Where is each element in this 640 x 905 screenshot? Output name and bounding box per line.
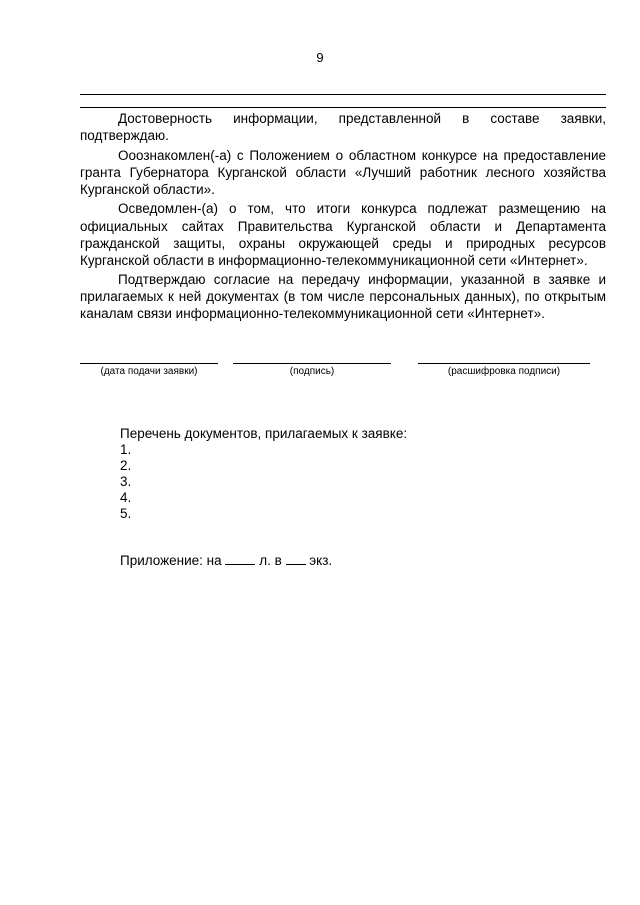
appendix-pages-unit: л. в [259, 553, 282, 568]
appendix-copies-unit: экз. [309, 553, 333, 568]
pages-blank [225, 564, 255, 565]
list-item: 4. [120, 490, 132, 505]
signature-caption: (подпись) [289, 366, 335, 377]
paragraph-informed: Осведомлен-(а) о том, что итоги конкурса подлежат размещению на официальных сайтах Правительства Курганской области и Департамента гражданской защиты, охраны окружающей среды и природных ресурсов Курганской области в информационно-телекоммуникационной сети «Интернет». [80, 201, 606, 268]
copies-blank [286, 564, 306, 565]
signature-line [233, 363, 391, 364]
page-number: 9 [316, 50, 324, 65]
signature-name-block [418, 352, 590, 382]
declaration-text [80, 110, 606, 322]
signature-sign-block [233, 352, 391, 382]
header-rule-top [80, 94, 606, 95]
documents-list [120, 426, 407, 522]
list-item: 2. [120, 458, 132, 473]
documents-list-title: Перечень документов, прилагаемых к заявке: [120, 426, 408, 441]
date-caption: (дата подачи заявки) [100, 366, 198, 377]
name-line [418, 363, 590, 364]
appendix-label: Приложение: на [120, 553, 222, 568]
header-rule-bottom [80, 107, 606, 108]
signature-date-block [80, 352, 218, 382]
paragraph-acquainted: Ооознакомлен(-а) с Положением о областном конкурсе на предоставление гранта Губернатора Курганской области «Лучший работник лесного хозяйства Курганской области». [80, 148, 606, 198]
list-item: 1. [120, 442, 132, 457]
paragraph-reliability: Достоверность информации, представленной в составе заявки, подтверждаю. [80, 111, 606, 144]
name-caption: (расшифровка подписи) [447, 366, 561, 377]
list-item: 5. [120, 506, 132, 521]
paragraph-consent: Подтверждаю согласие на передачу информации, указанной в заявке и прилагаемых к ней документах (в том числе персональных данных), по открытым каналам связи информационно-телекоммуникационной сети «Интернет». [80, 271, 606, 322]
appendix-line [120, 553, 332, 568]
date-line [80, 363, 218, 364]
list-item: 3. [120, 474, 132, 489]
